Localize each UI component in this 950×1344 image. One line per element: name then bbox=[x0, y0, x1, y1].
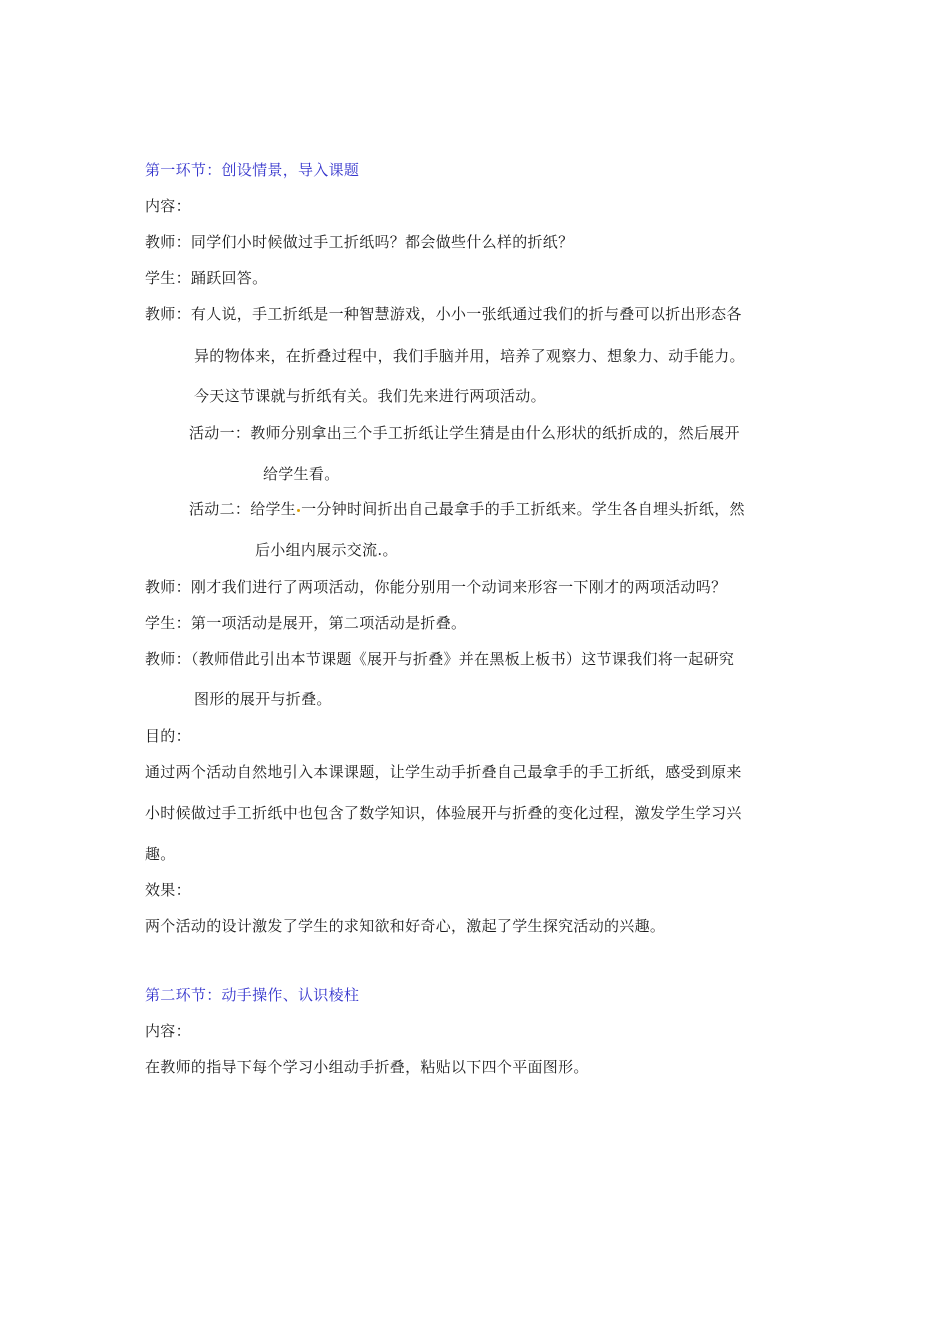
activity2-line-2: 后小组内展示交流.。 bbox=[255, 541, 398, 559]
activity1-line-2: 给学生看。 bbox=[263, 465, 340, 483]
teacher-line-2b: 异的物体来，在折叠过程中，我们手脑并用，培养了观察力、想象力、动手能力。 bbox=[194, 347, 745, 365]
teacher-line-4a: 教师：（教师借此引出本节课题《展开与折叠》并在黑板上板书）这节课我们将一起研究 bbox=[145, 650, 735, 668]
section1-heading: 第一环节：创设情景，导入课题 bbox=[145, 161, 360, 179]
section2-content-label: 内容： bbox=[145, 1022, 191, 1040]
student-line-2: 学生：第一项活动是展开，第二项活动是折叠。 bbox=[145, 614, 467, 632]
purpose-line-2: 小时候做过手工折纸中也包含了数学知识，体验展开与折叠的变化过程，激发学生学习兴 bbox=[145, 804, 742, 822]
section2-text: 在教师的指导下每个学习小组动手折叠，粘贴以下四个平面图形。 bbox=[145, 1058, 589, 1076]
effect-text: 两个活动的设计激发了学生的求知欲和好奇心，激起了学生探究活动的兴趣。 bbox=[145, 917, 666, 935]
section2-heading: 第二环节：动手操作、认识棱柱 bbox=[145, 986, 360, 1004]
teacher-line-1: 教师：同学们小时候做过手工折纸吗？都会做些什么样的折纸？ bbox=[145, 233, 574, 251]
teacher-line-4b: 图形的展开与折叠。 bbox=[194, 690, 332, 708]
purpose-label: 目的： bbox=[145, 727, 191, 745]
teacher-line-2c: 今天这节课就与折纸有关。我们先来进行两项活动。 bbox=[194, 387, 546, 405]
purpose-line-1: 通过两个活动自然地引入本课课题，让学生动手折叠自己最拿手的手工折纸，感受到原来 bbox=[145, 763, 742, 781]
purpose-line-3: 趣。 bbox=[145, 845, 176, 863]
student-line-1: 学生：踊跃回答。 bbox=[145, 269, 268, 287]
section1-content-label: 内容： bbox=[145, 197, 191, 215]
activity2-line-1 bbox=[189, 499, 745, 519]
highlight-mark bbox=[297, 509, 300, 512]
activity1-line-1: 活动一：教师分别拿出三个手工折纸让学生猜是由什么形状的纸折成的，然后展开 bbox=[189, 424, 740, 442]
teacher-line-2a: 教师：有人说，手工折纸是一种智慧游戏，小小一张纸通过我们的折与叠可以折出形态各 bbox=[145, 305, 742, 323]
activity2-line-1-part-b: 一分钟时间折出自己最拿手的手工折纸来。学生各自埋头折纸，然 bbox=[301, 500, 745, 518]
activity2-line-1-part-a: 活动二：给学生 bbox=[189, 500, 297, 518]
effect-label: 效果： bbox=[145, 881, 191, 899]
teacher-line-3: 教师：刚才我们进行了两项活动，你能分别用一个动词来形容一下刚才的两项活动吗？ bbox=[145, 578, 727, 596]
